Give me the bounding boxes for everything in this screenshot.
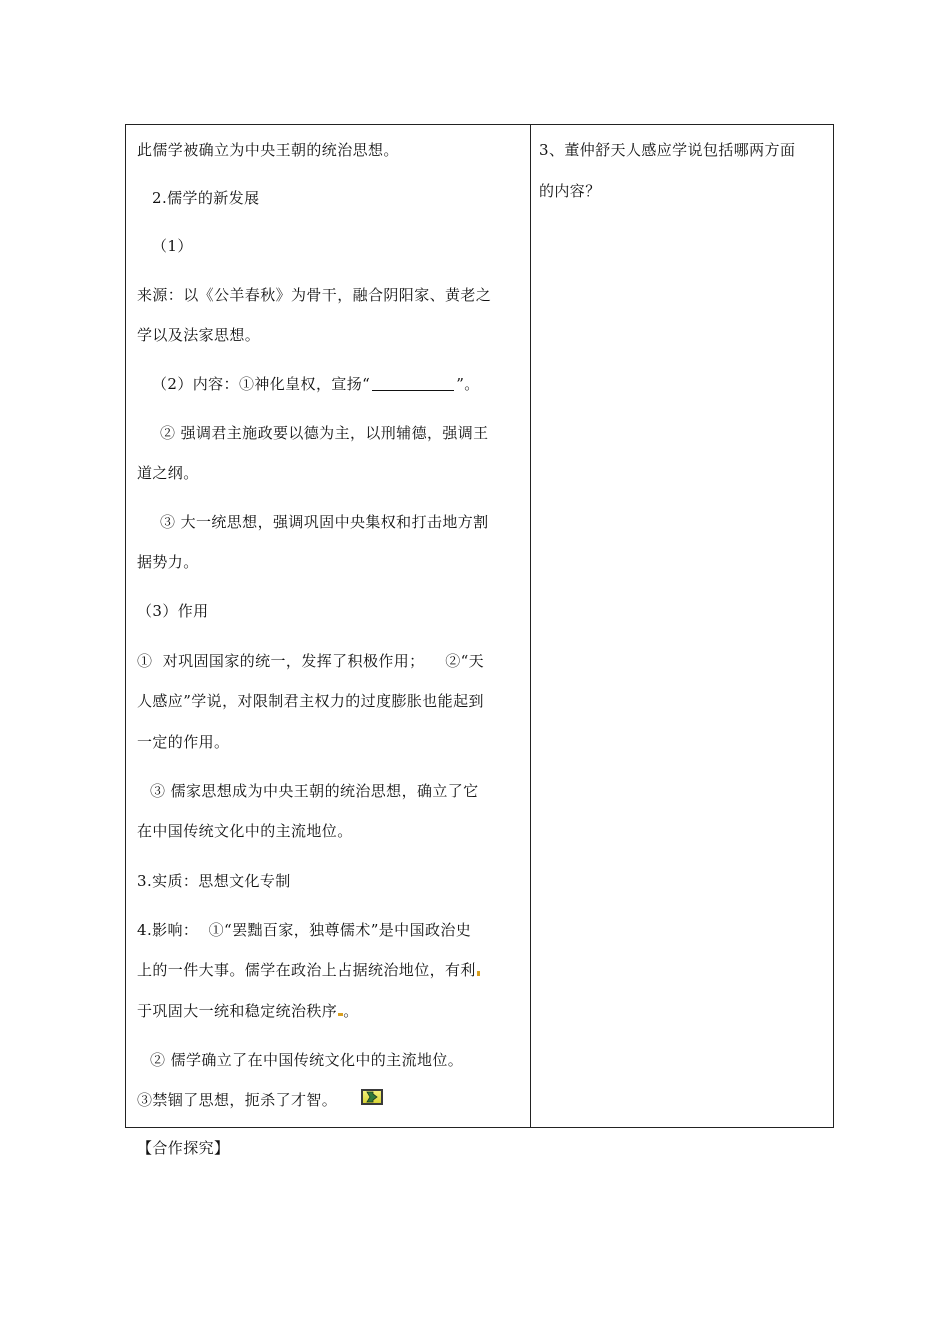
left-line-20-end: 。 — [343, 1002, 359, 1020]
left-line-2: 2.儒学的新发展 — [152, 189, 260, 207]
left-line-4: 来源：以《公羊春秋》为骨干，融合阴阳家、黄老之 — [137, 286, 492, 304]
content-suffix: ”。 — [456, 375, 480, 393]
left-line-12: ① 对巩固国家的统一，发挥了积极作用； ②“天 — [137, 652, 485, 670]
content-prefix: （2）内容：①神化皇权，宣扬“ — [152, 375, 371, 393]
column-divider — [530, 125, 531, 1127]
left-line-15: ③ 儒家思想成为中央王朝的统治思想，确立了它 — [150, 782, 479, 800]
fill-in-blank[interactable] — [372, 375, 454, 391]
left-line-3: （1） — [152, 237, 193, 255]
left-line-1: 此儒学被确立为中央王朝的统治思想。 — [137, 141, 399, 159]
left-line-19 — [137, 960, 480, 980]
left-line-10: 据势力。 — [137, 553, 199, 571]
left-line-5: 学以及法家思想。 — [137, 326, 261, 344]
left-line-21: ② 儒学确立了在中国传统文化中的主流地位。 — [150, 1051, 464, 1069]
left-line-18: 4.影响： ①“罢黜百家，独尊儒术”是中国政治史 — [137, 921, 472, 939]
left-line-20-text: 于巩固大一统和稳定统治秩序 — [137, 1002, 338, 1020]
left-line-7: ② 强调君主施政要以德为主，以刑辅德，强调王 — [160, 424, 489, 442]
left-line-6 — [152, 374, 480, 394]
left-line-14: 一定的作用。 — [137, 733, 230, 751]
left-line-13: 人感应”学说，对限制君主权力的过度膨胀也能起到 — [137, 692, 484, 710]
arrow-glyph-icon — [365, 1091, 379, 1103]
right-line-1: 3、董仲舒天人感应学说包括哪两方面 — [539, 141, 796, 159]
right-line-2: 的内容？ — [539, 182, 601, 200]
left-line-9: ③ 大一统思想，强调巩固中央集权和打击地方割 — [160, 513, 489, 531]
left-line-17: 3.实质：思想文化专制 — [137, 872, 291, 890]
left-line-11: （3）作用 — [137, 602, 209, 620]
left-line-22: ③禁锢了思想，扼杀了才智。 — [137, 1091, 338, 1109]
revision-mark-icon — [477, 971, 480, 976]
hyperlink-arrow-icon[interactable] — [361, 1089, 383, 1105]
left-line-16: 在中国传统文化中的主流地位。 — [137, 822, 353, 840]
left-line-8: 道之纲。 — [137, 464, 199, 482]
left-line-20 — [137, 1001, 359, 1021]
left-line-19-text: 上的一件大事。儒学在政治上占据统治地位，有利 — [137, 961, 476, 979]
section-heading: 【合作探究】 — [137, 1139, 230, 1157]
